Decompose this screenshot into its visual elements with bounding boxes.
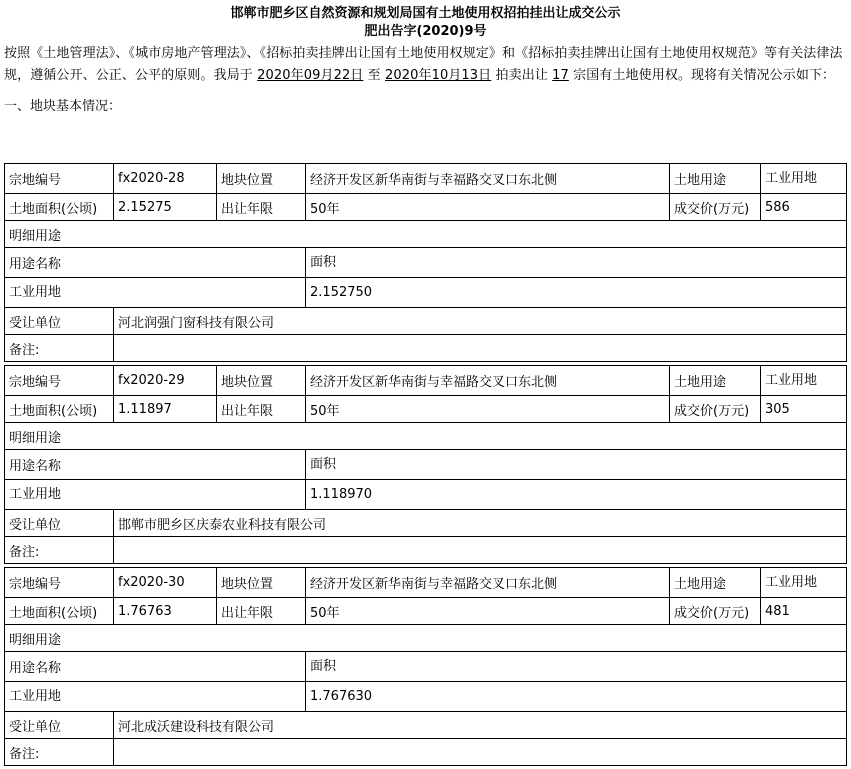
table-row	[5, 480, 847, 510]
table-row	[5, 164, 847, 194]
table-row	[5, 308, 847, 335]
land-use-value: 工业用地	[761, 366, 847, 396]
detail-use-header: 明细用途	[5, 221, 847, 248]
area-value: 1.11897	[114, 396, 217, 423]
area-label: 土地面积(公顷)	[5, 194, 114, 221]
use-name-label: 用途名称	[5, 248, 306, 278]
assignee-value: 河北成沃建设科技有限公司	[114, 712, 847, 739]
parcel-no-value: fx2020-28	[114, 164, 217, 194]
assignee-value: 河北润强门窗科技有限公司	[114, 308, 847, 335]
table-row	[5, 221, 847, 248]
table-row	[5, 248, 847, 278]
parcel-list	[4, 163, 846, 769]
area-label: 土地面积(公顷)	[5, 396, 114, 423]
detail-use-name: 工业用地	[5, 480, 306, 510]
intro-text-1: 按照《土地管理法》、《城市房地产管理法》、《招标拍卖挂牌出让国有土地使用权规定》和《招标拍卖挂牌出让国有土地使用权规范》等有关法律法规，遵循公开、公正、公平的原则。我局于	[4, 46, 843, 83]
parcel-no-value: fx2020-29	[114, 366, 217, 396]
table-row	[5, 450, 847, 480]
assignee-label: 受让单位	[5, 308, 114, 335]
area-label: 土地面积(公顷)	[5, 598, 114, 625]
price-value: 305	[761, 396, 847, 423]
page-title: 邯郸市肥乡区自然资源和规划局国有土地使用权招拍挂出让成交公示	[230, 6, 621, 21]
remark-value	[114, 335, 847, 362]
document-number: 肥出告字(2020)9号	[364, 24, 487, 39]
location-value: 经济开发区新华南街与幸福路交叉口东北侧	[306, 568, 670, 598]
location-label: 地块位置	[217, 366, 306, 396]
detail-use-area: 2.152750	[306, 278, 847, 308]
use-area-label: 面积	[306, 248, 847, 278]
term-value: 50年	[306, 194, 670, 221]
detail-use-header: 明细用途	[5, 423, 847, 450]
land-use-label: 土地用途	[670, 164, 761, 194]
remark-value	[114, 739, 847, 766]
parcel-table	[4, 163, 847, 362]
table-row	[5, 335, 847, 362]
assignee-label: 受让单位	[5, 712, 114, 739]
term-label: 出让年限	[217, 194, 306, 221]
parcel-table	[4, 567, 847, 766]
table-row	[5, 366, 847, 396]
parcel-no-label: 宗地编号	[5, 164, 114, 194]
table-row	[5, 625, 847, 652]
table-row	[5, 423, 847, 450]
parcel-no-label: 宗地编号	[5, 366, 114, 396]
detail-use-name: 工业用地	[5, 278, 306, 308]
price-value: 586	[761, 194, 847, 221]
remark-label: 备注:	[5, 335, 114, 362]
assignee-label: 受让单位	[5, 510, 114, 537]
term-value: 50年	[306, 396, 670, 423]
table-row	[5, 739, 847, 766]
detail-use-header: 明细用途	[5, 625, 847, 652]
land-use-value: 工业用地	[761, 164, 847, 194]
detail-use-area: 1.767630	[306, 682, 847, 712]
table-row	[5, 510, 847, 537]
table-row	[5, 652, 847, 682]
document	[0, 5, 851, 762]
assignee-value: 邯郸市肥乡区庆泰农业科技有限公司	[114, 510, 847, 537]
use-area-label: 面积	[306, 652, 847, 682]
use-name-label: 用途名称	[5, 450, 306, 480]
area-value: 1.76763	[114, 598, 217, 625]
price-label: 成交价(万元)	[670, 598, 761, 625]
land-use-label: 土地用途	[670, 366, 761, 396]
intro-text-2: 至	[363, 68, 385, 83]
table-row	[5, 396, 847, 423]
intro-paragraph	[4, 43, 847, 87]
location-value: 经济开发区新华南街与幸福路交叉口东北侧	[306, 366, 670, 396]
remark-label: 备注:	[5, 537, 114, 564]
table-row	[5, 682, 847, 712]
detail-use-area: 1.118970	[306, 480, 847, 510]
table-row	[5, 568, 847, 598]
table-row	[5, 598, 847, 625]
area-value: 2.15275	[114, 194, 217, 221]
land-use-value: 工业用地	[761, 568, 847, 598]
remark-value	[114, 537, 847, 564]
term-value: 50年	[306, 598, 670, 625]
section-heading: 一、地块基本情况：	[4, 99, 122, 114]
price-label: 成交价(万元)	[670, 194, 761, 221]
term-label: 出让年限	[217, 598, 306, 625]
parcel-no-value: fx2020-30	[114, 568, 217, 598]
location-label: 地块位置	[217, 568, 306, 598]
parcel-no-label: 宗地编号	[5, 568, 114, 598]
remark-label: 备注:	[5, 739, 114, 766]
location-label: 地块位置	[217, 164, 306, 194]
price-label: 成交价(万元)	[670, 396, 761, 423]
table-row	[5, 712, 847, 739]
table-row	[5, 278, 847, 308]
table-row	[5, 194, 847, 221]
parcel-count: 17	[552, 68, 569, 83]
price-value: 481	[761, 598, 847, 625]
table-row	[5, 537, 847, 564]
location-value: 经济开发区新华南街与幸福路交叉口东北侧	[306, 164, 670, 194]
start-date: 2020年09月22日	[257, 68, 364, 83]
intro-text-4: 宗国有土地使用权。现将有关情况公示如下：	[568, 68, 836, 83]
term-label: 出让年限	[217, 396, 306, 423]
end-date: 2020年10月13日	[385, 68, 492, 83]
use-name-label: 用途名称	[5, 652, 306, 682]
parcel-table	[4, 365, 847, 564]
intro-text-3: 拍卖出让	[491, 68, 553, 83]
detail-use-name: 工业用地	[5, 682, 306, 712]
use-area-label: 面积	[306, 450, 847, 480]
land-use-label: 土地用途	[670, 568, 761, 598]
